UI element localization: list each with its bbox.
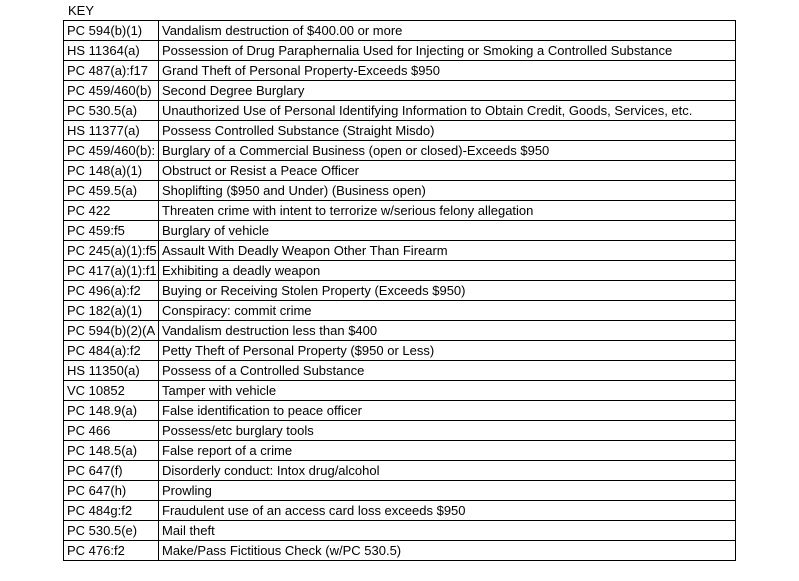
description-cell: Assault With Deadly Weapon Other Than Firearm bbox=[159, 241, 736, 261]
code-cell: VC 10852 bbox=[64, 381, 159, 401]
description-cell: Disorderly conduct: Intox drug/alcohol bbox=[159, 461, 736, 481]
description-cell: Obstruct or Resist a Peace Officer bbox=[159, 161, 736, 181]
code-cell: PC 466 bbox=[64, 421, 159, 441]
table-row bbox=[64, 121, 736, 141]
table-row bbox=[64, 41, 736, 61]
code-cell: PC 484(a):f2 bbox=[64, 341, 159, 361]
description-cell: Vandalism destruction of $400.00 or more bbox=[159, 21, 736, 41]
description-cell: Shoplifting ($950 and Under) (Business open) bbox=[159, 181, 736, 201]
code-cell: PC 594(b)(2)(A bbox=[64, 321, 159, 341]
code-cell: PC 182(a)(1) bbox=[64, 301, 159, 321]
key-table bbox=[63, 20, 736, 561]
description-cell: False identification to peace officer bbox=[159, 401, 736, 421]
description-cell: Prowling bbox=[159, 481, 736, 501]
table-row bbox=[64, 541, 736, 561]
description-cell: False report of a crime bbox=[159, 441, 736, 461]
description-cell: Second Degree Burglary bbox=[159, 81, 736, 101]
code-cell: HS 11350(a) bbox=[64, 361, 159, 381]
key-table-body bbox=[64, 21, 736, 561]
description-cell: Exhibiting a deadly weapon bbox=[159, 261, 736, 281]
table-row bbox=[64, 161, 736, 181]
description-cell: Buying or Receiving Stolen Property (Exceeds $950) bbox=[159, 281, 736, 301]
code-cell: PC 647(f) bbox=[64, 461, 159, 481]
code-cell: PC 148.5(a) bbox=[64, 441, 159, 461]
table-row bbox=[64, 421, 736, 441]
code-cell: PC 148(a)(1) bbox=[64, 161, 159, 181]
description-cell: Burglary of a Commercial Business (open or closed)-Exceeds $950 bbox=[159, 141, 736, 161]
table-row bbox=[64, 301, 736, 321]
table-row bbox=[64, 181, 736, 201]
table-row bbox=[64, 81, 736, 101]
table-row bbox=[64, 381, 736, 401]
code-cell: PC 530.5(e) bbox=[64, 521, 159, 541]
table-row bbox=[64, 21, 736, 41]
description-cell: Vandalism destruction less than $400 bbox=[159, 321, 736, 341]
description-cell: Threaten crime with intent to terrorize w/serious felony allegation bbox=[159, 201, 736, 221]
code-cell: PC 530.5(a) bbox=[64, 101, 159, 121]
description-cell: Possess Controlled Substance (Straight Misdo) bbox=[159, 121, 736, 141]
description-cell: Petty Theft of Personal Property ($950 or Less) bbox=[159, 341, 736, 361]
table-row bbox=[64, 501, 736, 521]
table-row bbox=[64, 141, 736, 161]
description-cell: Possession of Drug Paraphernalia Used for Injecting or Smoking a Controlled Substance bbox=[159, 41, 736, 61]
table-row bbox=[64, 201, 736, 221]
table-row bbox=[64, 101, 736, 121]
table-row bbox=[64, 461, 736, 481]
code-cell: PC 459/460(b) bbox=[64, 81, 159, 101]
code-cell: PC 422 bbox=[64, 201, 159, 221]
description-cell: Make/Pass Fictitious Check (w/PC 530.5) bbox=[159, 541, 736, 561]
code-cell: HS 11364(a) bbox=[64, 41, 159, 61]
description-cell: Grand Theft of Personal Property-Exceeds $950 bbox=[159, 61, 736, 81]
code-cell: PC 459.5(a) bbox=[64, 181, 159, 201]
description-cell: Possess of a Controlled Substance bbox=[159, 361, 736, 381]
description-cell: Tamper with vehicle bbox=[159, 381, 736, 401]
code-cell: PC 647(h) bbox=[64, 481, 159, 501]
description-cell: Unauthorized Use of Personal Identifying Information to Obtain Credit, Goods, Services, etc. bbox=[159, 101, 736, 121]
table-row bbox=[64, 281, 736, 301]
code-cell: PC 487(a):f17 bbox=[64, 61, 159, 81]
table-row bbox=[64, 61, 736, 81]
code-cell: PC 417(a)(1):f1 bbox=[64, 261, 159, 281]
description-cell: Possess/etc burglary tools bbox=[159, 421, 736, 441]
code-cell: PC 476:f2 bbox=[64, 541, 159, 561]
code-cell: PC 496(a):f2 bbox=[64, 281, 159, 301]
table-row bbox=[64, 401, 736, 421]
table-row bbox=[64, 521, 736, 541]
table-row bbox=[64, 341, 736, 361]
code-cell: PC 459:f5 bbox=[64, 221, 159, 241]
table-row bbox=[64, 261, 736, 281]
code-cell: PC 484g:f2 bbox=[64, 501, 159, 521]
code-cell: PC 594(b)(1) bbox=[64, 21, 159, 41]
description-cell: Mail theft bbox=[159, 521, 736, 541]
description-cell: Fraudulent use of an access card loss exceeds $950 bbox=[159, 501, 736, 521]
table-row bbox=[64, 361, 736, 381]
code-cell: PC 245(a)(1):f5 bbox=[64, 241, 159, 261]
table-row bbox=[64, 241, 736, 261]
description-cell: Burglary of vehicle bbox=[159, 221, 736, 241]
code-cell: PC 148.9(a) bbox=[64, 401, 159, 421]
table-row bbox=[64, 441, 736, 461]
table-row bbox=[64, 221, 736, 241]
description-cell: Conspiracy: commit crime bbox=[159, 301, 736, 321]
table-row bbox=[64, 321, 736, 341]
table-row bbox=[64, 481, 736, 501]
key-title: KEY bbox=[68, 3, 95, 18]
code-cell: HS 11377(a) bbox=[64, 121, 159, 141]
code-cell: PC 459/460(b): bbox=[64, 141, 159, 161]
